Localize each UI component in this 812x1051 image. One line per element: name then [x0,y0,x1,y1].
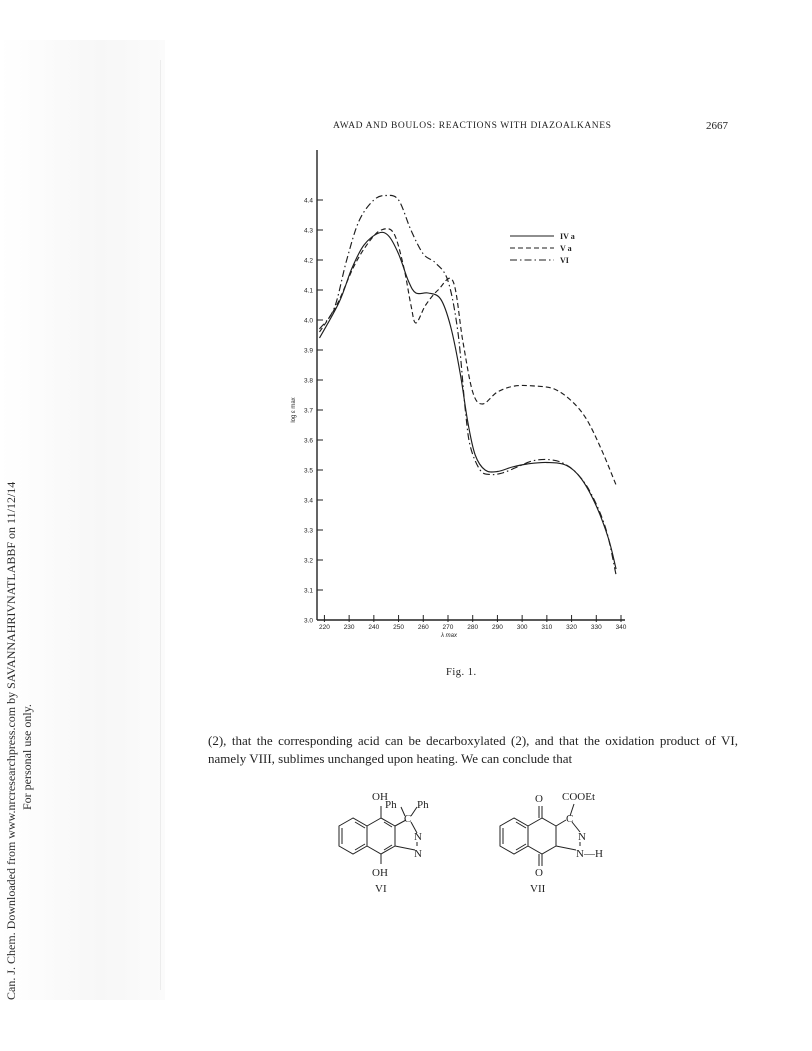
y-tick-label: 3.6 [303,437,313,445]
vi-ph-right: Ph [417,799,429,811]
structure-vi [325,780,455,925]
vi-c: C [404,813,412,825]
figure-caption: Fig. 1. [446,667,477,678]
x-axis-label: λ max [441,633,457,639]
margin-rule [160,60,161,990]
x-tick-label: 300 [516,624,528,631]
series-line-v-a [320,229,617,485]
vi-oh-bottom: OH [372,867,388,879]
y-tick-label: 3.9 [303,347,313,355]
vi-ph-left: Ph [385,799,397,811]
y-tick-label: 3.2 [303,557,313,565]
x-tick-label: 260 [417,624,429,631]
y-tick-label: 3.5 [303,467,313,475]
x-tick-label: 290 [491,624,503,631]
x-tick-label: 250 [393,624,404,631]
y-tick-label: 3.1 [303,587,313,595]
vi-n1: N [414,831,422,843]
running-head: AWAD AND BOULOS: REACTIONS WITH DIAZOALKANES [333,121,612,131]
structure-vii-drawing [490,780,630,920]
x-tick-label: 310 [541,624,553,631]
y-tick-label: 3.0 [303,617,313,625]
legend-label: VI [560,256,569,265]
vii-n1: N [578,831,586,843]
structure-vi-drawing [325,780,455,920]
x-tick-label: 220 [318,624,330,631]
vii-nh: N—H [576,848,603,860]
vi-n2: N [414,848,422,860]
x-tick-label: 340 [615,624,627,631]
x-tick-label: 270 [442,624,454,631]
y-tick-label: 4.0 [303,317,313,325]
body-paragraph: (2), that the corresponding acid can be decarboxylated (2), and that the oxidation product of VI, namely VIII, sublimes unchanged upon heating. We can conclude that [208,733,738,766]
vi-label: VI [375,883,387,895]
figure-1-chart [285,140,645,665]
y-tick-label: 3.8 [303,377,313,385]
y-tick-label: 4.1 [303,287,313,295]
y-tick-label: 3.7 [303,407,313,415]
vii-c: C [566,813,574,825]
series-line-iv-a [320,232,617,569]
watermark-line-2: For personal use only. [20,704,34,810]
vi-oh-top: OH [372,791,388,803]
y-axis-label: log ε max [291,397,297,423]
y-tick-label: 4.2 [303,257,313,265]
watermark-line-1: Can. J. Chem. Downloaded from www.nrcresearchpress.com by SAVANNAHRIVNATLABBF on 11/12/14 [4,481,18,1000]
y-tick-label: 4.4 [303,197,313,205]
x-tick-label: 320 [566,624,577,631]
x-tick-label: 230 [343,624,355,631]
watermark [2,0,42,1051]
chart-svg [285,140,645,660]
legend-label: V a [560,244,572,253]
vii-label: VII [530,883,546,895]
structure-vii [490,780,630,925]
vii-cooet: COOEt [562,791,595,803]
y-tick-label: 3.4 [303,497,313,505]
page-number: 2667 [706,120,728,132]
legend-label: IV a [560,232,575,241]
y-tick-label: 3.3 [303,527,313,535]
x-tick-label: 280 [467,624,479,631]
x-tick-label: 240 [368,624,380,631]
y-tick-label: 4.3 [303,227,313,235]
vii-o-top: O [535,793,543,805]
x-tick-label: 330 [590,624,602,631]
vii-o-bottom: O [535,867,543,879]
